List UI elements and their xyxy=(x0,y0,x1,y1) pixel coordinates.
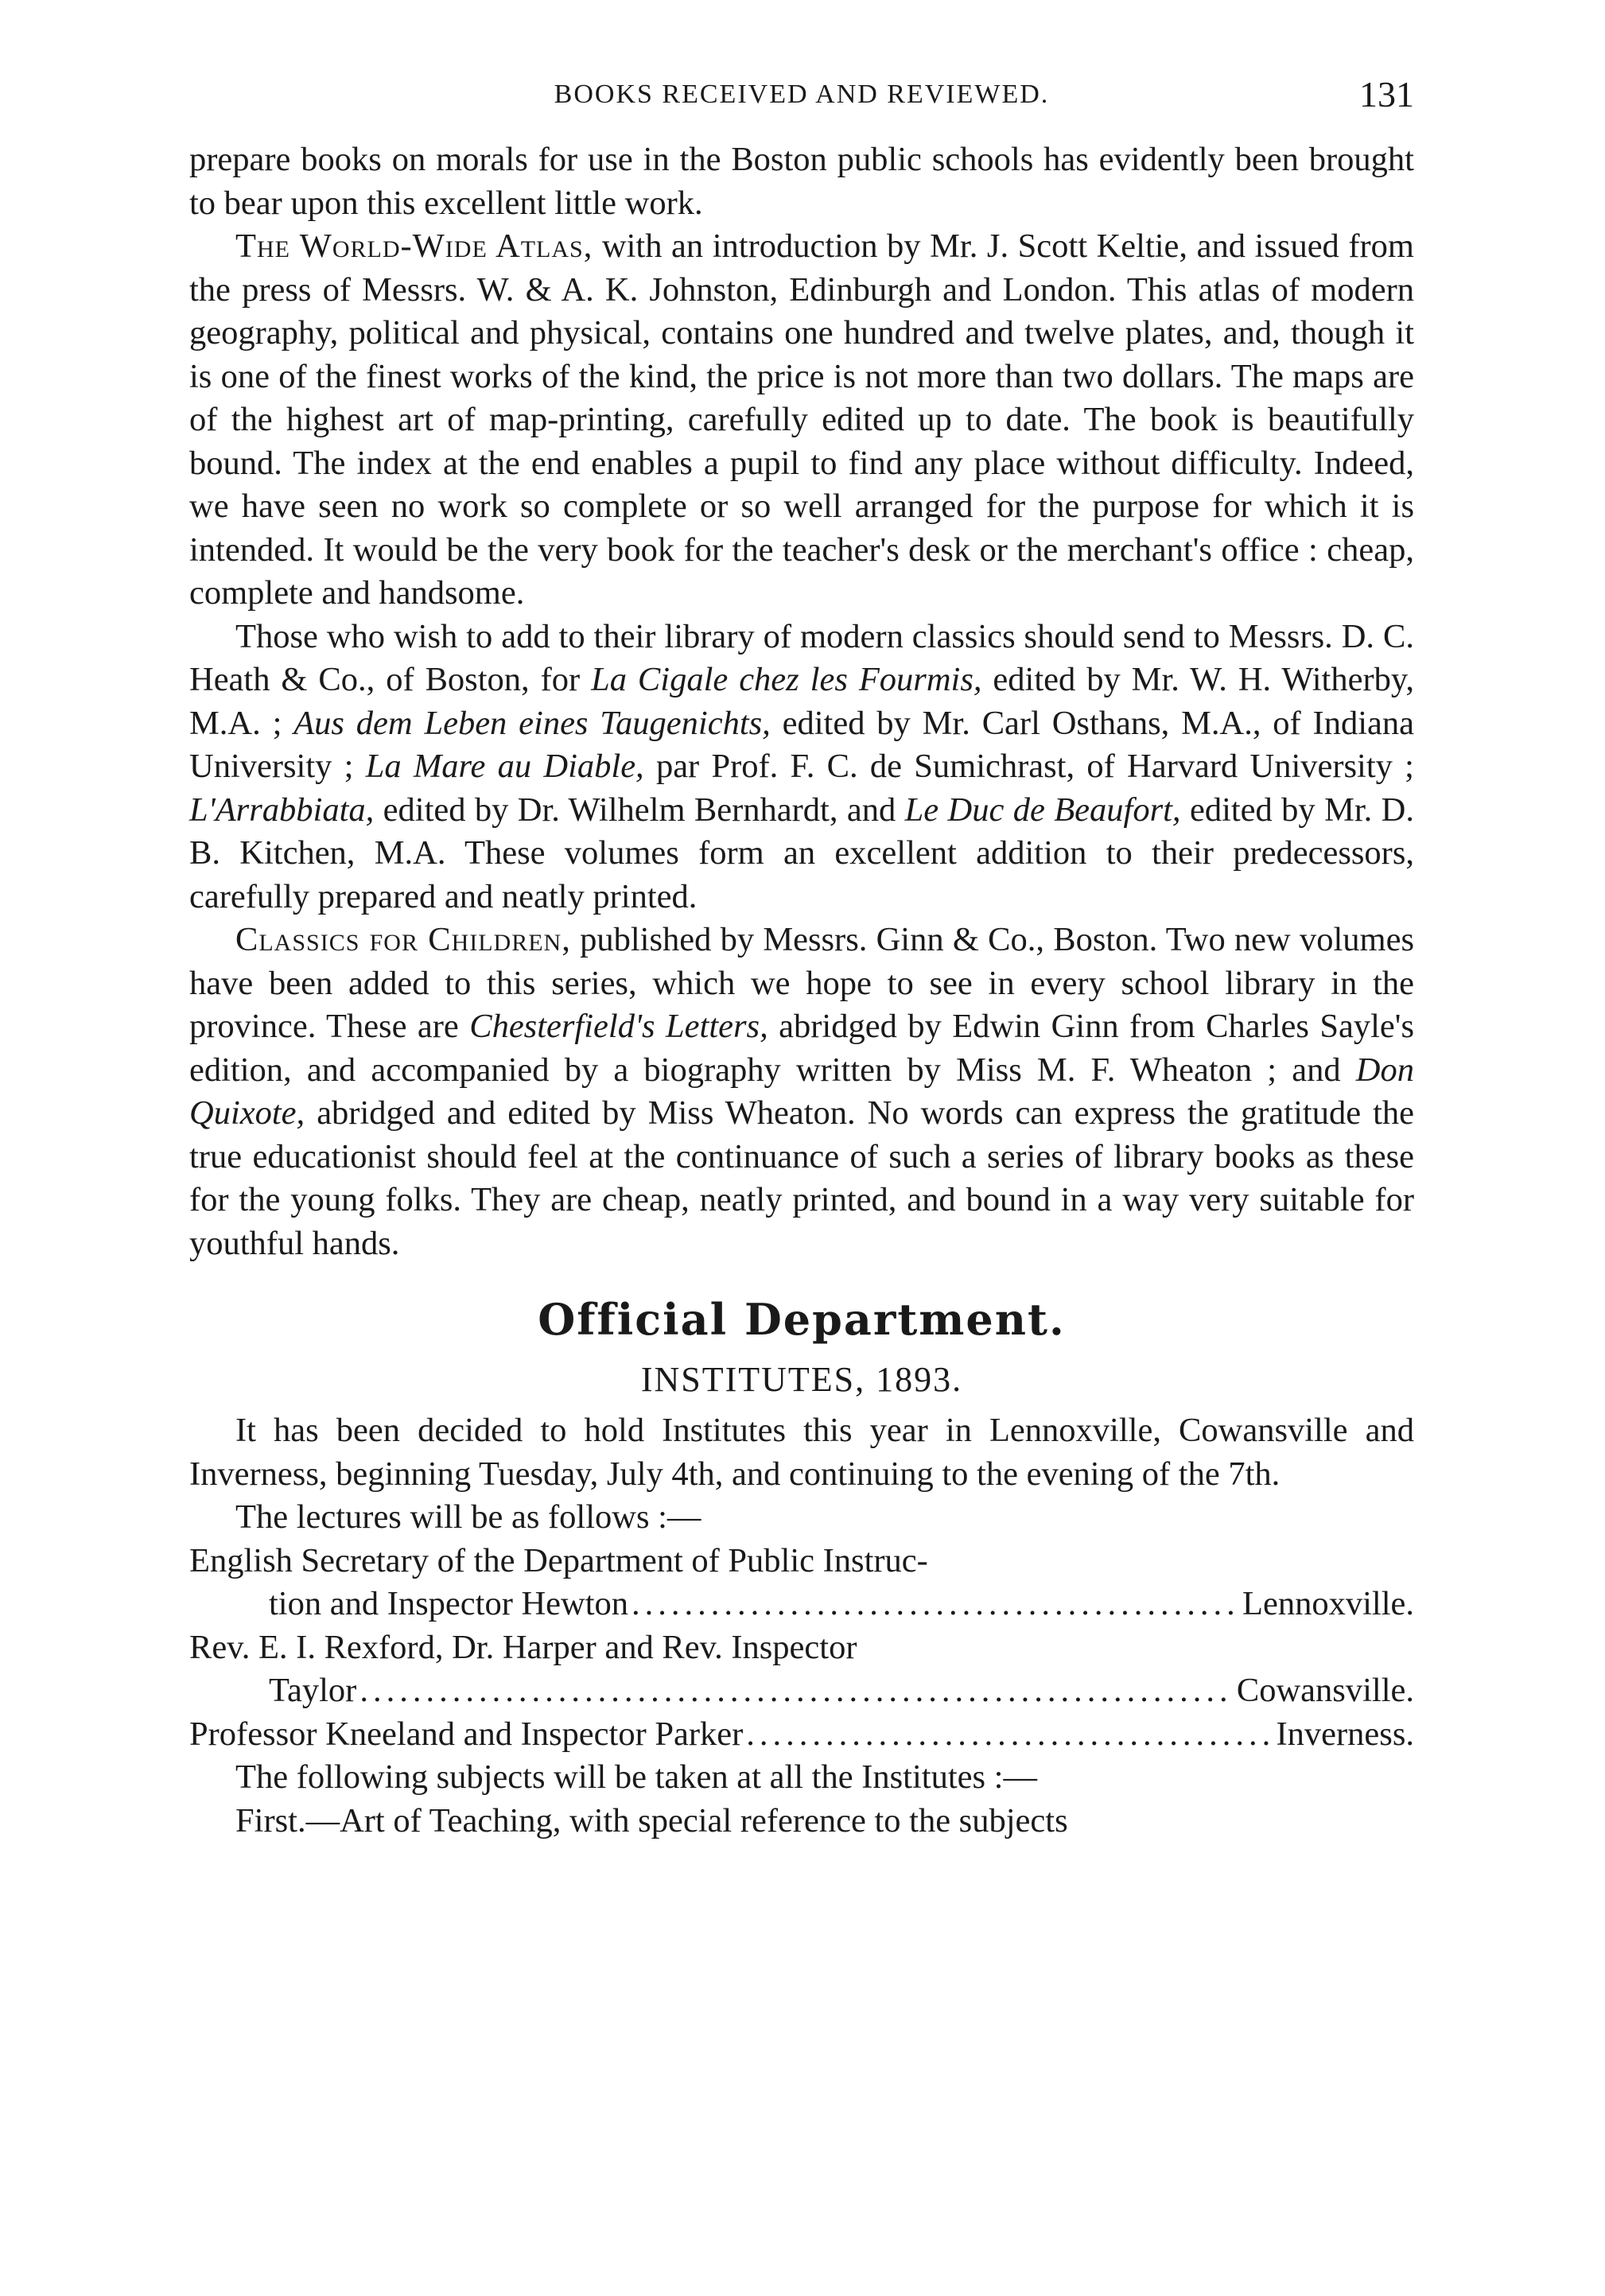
subjects-text xyxy=(189,1756,1414,1843)
lecture-3-line: Professor Kneeland and Inspector Parker xyxy=(189,1715,744,1753)
institutes-intro: It has been decided to hold Institutes this year in Lennoxville, Cowansville and Inverness, beginning Tuesday, July 4th, and continuing to the evening of the 7th. xyxy=(189,1412,1414,1493)
running-title: BOOKS RECEIVED AND REVIEWED. xyxy=(554,80,1050,109)
lecture-1-line1: English Secretary of the Department of Public Instruc- xyxy=(189,1541,928,1579)
page-number: 131 xyxy=(1359,74,1414,115)
book-title-chesterfield: Chesterfield's Letters, xyxy=(469,1008,768,1045)
paragraph-classics xyxy=(189,616,1414,919)
classics-text-d: par Prof. F. C. de Sumichrast, of Harvard University ; xyxy=(643,748,1414,785)
book-title-arrabbiata: L'Arrabbiata, xyxy=(189,791,375,829)
paragraph-1: prepare books on morals for use in the Boston public schools has evidently been brought to bear upon this excellent little work. xyxy=(189,141,1414,222)
lecture-2-line1: Rev. E. I. Rexford, Dr. Harper and Rev. Inspector xyxy=(189,1628,857,1666)
leader-dots xyxy=(359,1669,1234,1713)
sub-heading: INSTITUTES, 1893. xyxy=(640,1360,963,1399)
running-head xyxy=(189,73,1414,129)
lecture-2-place: Cowansville. xyxy=(1236,1672,1414,1709)
lecture-2 xyxy=(189,1669,1414,1713)
paragraph-atlas xyxy=(189,225,1414,616)
lecture-list xyxy=(189,1540,1414,1757)
atlas-title: The World-Wide Atlas, xyxy=(235,227,593,265)
children-text-b: abridged by Edwin Ginn from Charles Sayle's edition, and accompanied by a biography written by Miss M. F. Wheaton ; and xyxy=(189,1008,1414,1089)
book-title-duc-de-beaufort: Le Duc de Beaufort, xyxy=(904,791,1181,829)
lecture-2-line2: Taylor xyxy=(269,1672,357,1709)
children-series-title: Classics for Children, xyxy=(235,921,571,958)
section-heading: Official Department. xyxy=(538,1294,1066,1345)
classics-text-f: edited by Mr. D. B. Kitchen, M.A. These volumes form an excellent addition to their predecessors, carefully prepared and neatly printed. xyxy=(189,791,1414,915)
paragraph-children xyxy=(189,919,1414,1265)
lecture-1-place: Lennoxville. xyxy=(1242,1585,1414,1622)
page xyxy=(189,73,1414,1843)
classics-text-e: edited by Dr. Wilhelm Bernhardt, and xyxy=(374,791,905,829)
lecture-1-line2: tion and Inspector Hewton xyxy=(269,1585,629,1622)
children-text-c: abridged and edited by Miss Wheaton. No words can express the gratitude the true educationist should feel at the continuance of such a series of library books as these for the young folks. They are cheap, neatly printed, and bound in a way very suitable for youthful hands. xyxy=(189,1094,1414,1262)
official-text xyxy=(189,1409,1414,1540)
atlas-text: with an introduction by Mr. J. Scott Keltie, and issued from the press of Messrs. W. & A. K. Johnston, Edinburgh and London. This atlas of modern geography, political and physical, contains one hundred and twelve plates, and, though it is one of the finest works of the kind, the price is not more than two dollars. The maps are of the highest art of map-printing, carefully edited up to date. The book is beautifully bound. The index at the end enables a pupil to find any place without difficulty. Indeed, we have seen no work so complete or so well arranged for the purpose for which it is intended. It would be the very book for the teacher's desk or the merchant's office : cheap, complete and handsome. xyxy=(189,227,1414,612)
body-text xyxy=(189,138,1414,1265)
classics-text-b: edited by Mr. W. H. Witherby, M.A. ; xyxy=(189,661,1414,742)
book-title-don-quixote: Don Quixote, xyxy=(189,1051,1414,1132)
book-title-taugenichts: Aus dem Leben eines Taugenichts, xyxy=(293,704,771,742)
subjects-intro: The following subjects will be taken at all the Institutes :— xyxy=(235,1758,1037,1796)
lecture-3-place: Inverness. xyxy=(1276,1715,1414,1753)
lecture-1 xyxy=(189,1583,1414,1626)
book-title-mare-au-diable: La Mare au Diable, xyxy=(365,748,644,785)
leader-dots xyxy=(632,1583,1239,1626)
leader-dots xyxy=(746,1713,1273,1757)
first-subject: First.—Art of Teaching, with special reference to the subjects xyxy=(235,1801,1068,1840)
lecture-3 xyxy=(189,1713,1414,1757)
children-text-a: published by Messrs. Ginn & Co., Boston. Two new volumes have been added to this series, which we hope to see in every school library in the province. These are xyxy=(189,921,1414,1045)
classics-text-c: edited by Mr. Carl Osthans, M.A., of Indiana University ; xyxy=(189,704,1414,785)
book-title-cigale: La Cigale chez les Fourmis, xyxy=(591,661,982,698)
lectures-intro: The lectures will be as follows :— xyxy=(235,1498,701,1536)
classics-text-a: Those who wish to add to their library of modern classics should send to Messrs. D. C. Heath & Co., of Boston, for xyxy=(189,617,1414,698)
